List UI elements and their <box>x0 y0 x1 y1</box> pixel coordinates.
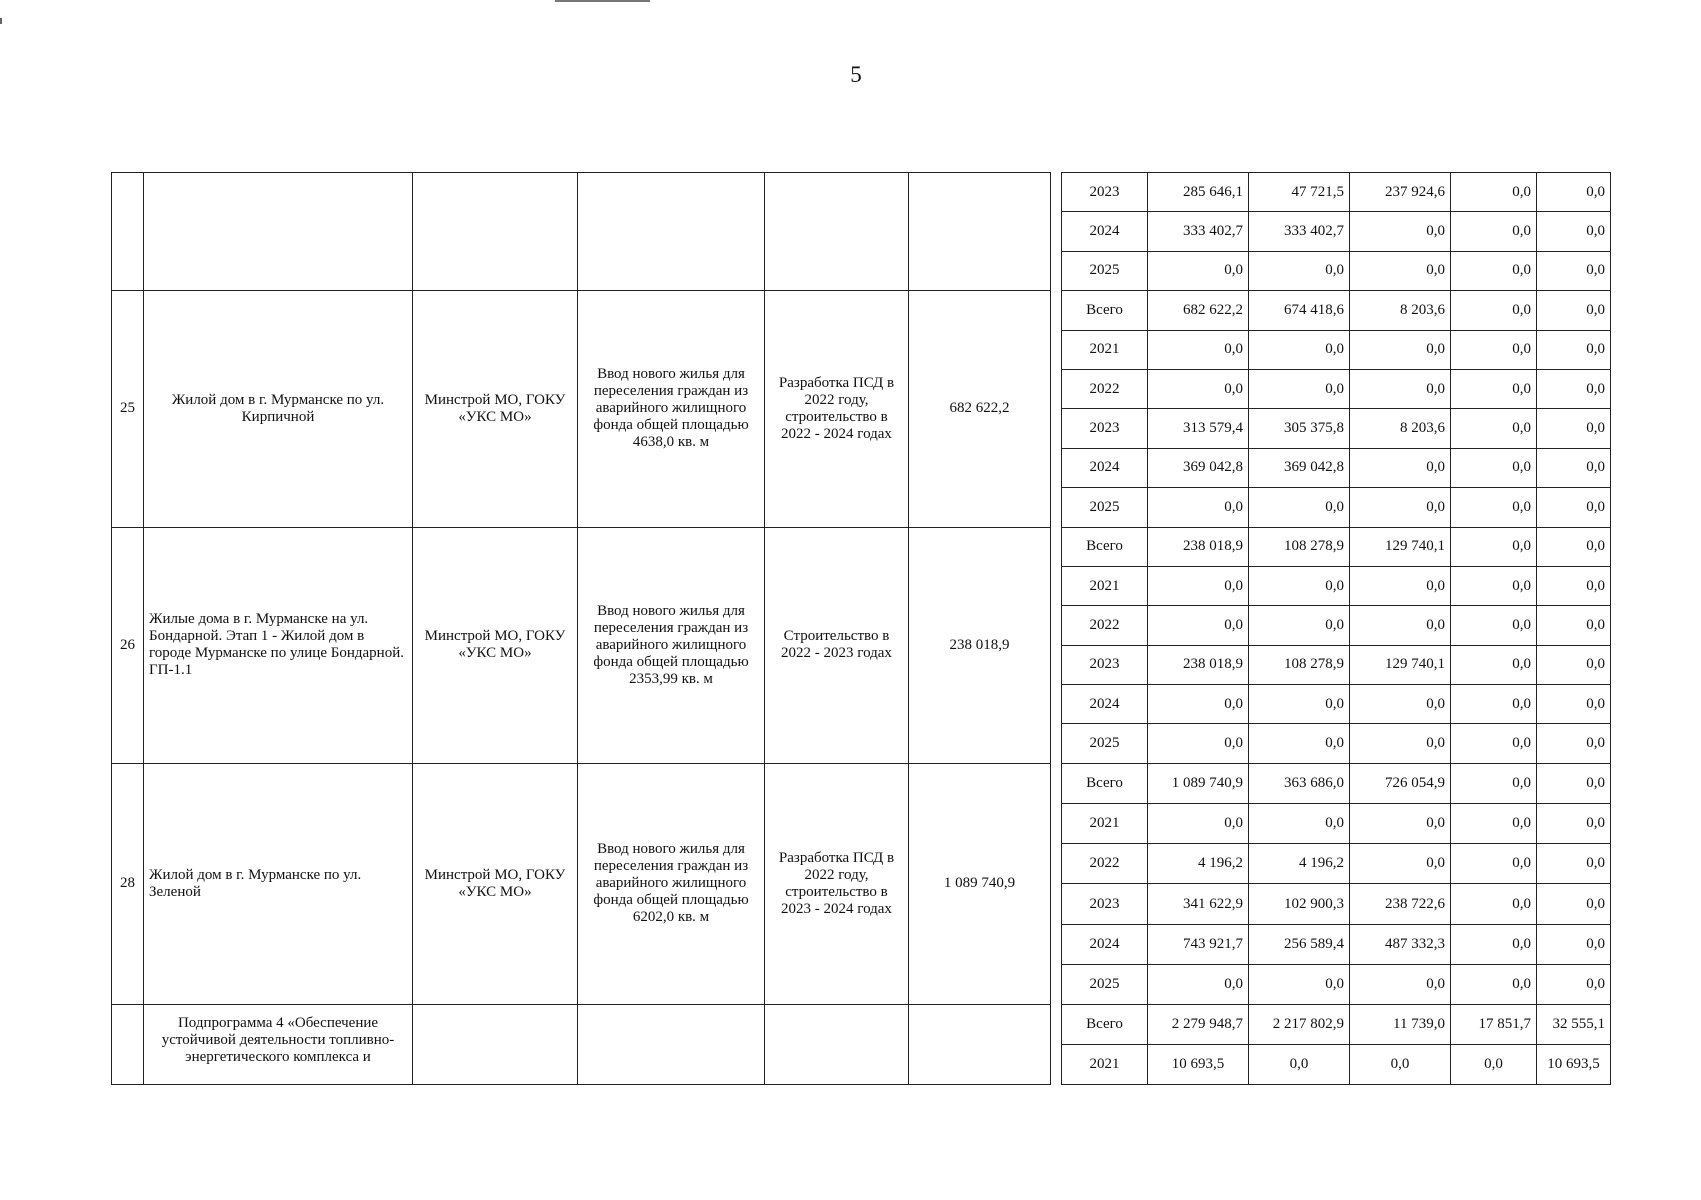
cell-executor: Минстрой МО, ГОКУ «УКС МО» <box>413 763 578 1004</box>
cell-year: 2025 <box>1062 964 1148 1004</box>
cell-term: Разработка ПСД в 2022 году, строительство в 2022 - 2024 годах <box>765 291 909 527</box>
column-gap <box>1051 173 1062 291</box>
cell-source-4: 0,0 <box>1537 527 1611 566</box>
cell-source-3: 0,0 <box>1451 1045 1537 1085</box>
cell-total: 238 018,9 <box>1148 645 1249 684</box>
cell-source-4: 0,0 <box>1537 884 1611 924</box>
cell-year: 2022 <box>1062 606 1148 645</box>
cell-year: 2024 <box>1062 924 1148 964</box>
cell-index: 28 <box>112 763 144 1004</box>
cell-source-3: 0,0 <box>1451 369 1537 408</box>
cell-source-3: 0,0 <box>1451 964 1537 1004</box>
cell-source-4: 0,0 <box>1537 251 1611 290</box>
cell-source-3: 0,0 <box>1451 884 1537 924</box>
table-row <box>112 1004 1611 1044</box>
cell-source-2: 0,0 <box>1350 844 1451 884</box>
cell-source-1: 47 721,5 <box>1249 173 1350 212</box>
cell-source-4: 10 693,5 <box>1537 1045 1611 1085</box>
cell-source-1: 102 900,3 <box>1249 884 1350 924</box>
cell-year: 2025 <box>1062 488 1148 527</box>
cell-source-1: 256 589,4 <box>1249 924 1350 964</box>
cell-source-4: 0,0 <box>1537 924 1611 964</box>
cell-cost: 1 089 740,9 <box>909 763 1051 1004</box>
cell-source-4: 0,0 <box>1537 804 1611 844</box>
cell-source-2: 0,0 <box>1350 566 1451 605</box>
cell-year: 2022 <box>1062 844 1148 884</box>
column-gap <box>1051 527 1062 763</box>
cell-source-2: 0,0 <box>1350 606 1451 645</box>
table-row <box>112 763 1611 803</box>
cell-source-1: 108 278,9 <box>1249 527 1350 566</box>
cell-source-1: 369 042,8 <box>1249 448 1350 487</box>
cell-source-2: 0,0 <box>1350 724 1451 763</box>
cell-total: 0,0 <box>1148 685 1249 724</box>
cell-cost-empty <box>909 173 1051 291</box>
cell-total: 0,0 <box>1148 488 1249 527</box>
cell-source-3: 0,0 <box>1451 804 1537 844</box>
cell-year: 2023 <box>1062 884 1148 924</box>
page-number: 5 <box>850 62 862 87</box>
cell-index: 25 <box>112 291 144 527</box>
cell-source-3: 0,0 <box>1451 488 1537 527</box>
column-gap <box>1051 1004 1062 1084</box>
cell-total: 10 693,5 <box>1148 1045 1249 1085</box>
cell-source-1: 305 375,8 <box>1249 409 1350 448</box>
budget-table <box>111 172 1611 1085</box>
cell-source-2: 0,0 <box>1350 448 1451 487</box>
cell-source-3: 0,0 <box>1451 448 1537 487</box>
cell-year: 2024 <box>1062 448 1148 487</box>
cell-executor-empty <box>413 1004 578 1084</box>
cell-source-2: 0,0 <box>1350 488 1451 527</box>
cell-year: 2024 <box>1062 212 1148 251</box>
cell-executor: Минстрой МО, ГОКУ «УКС МО» <box>413 291 578 527</box>
cell-source-3: 0,0 <box>1451 924 1537 964</box>
cell-term-empty <box>765 1004 909 1084</box>
cell-total: 2 279 948,7 <box>1148 1004 1249 1044</box>
cell-object-name: Жилые дома в г. Мурманске на ул. Бондарной. Этап 1 - Жилой дом в городе Мурманске по улице Бондарной. ГП-1.1 <box>144 527 413 763</box>
cell-source-3: 0,0 <box>1451 566 1537 605</box>
cell-source-2: 8 203,6 <box>1350 409 1451 448</box>
cell-source-1: 0,0 <box>1249 330 1350 369</box>
cell-source-2: 0,0 <box>1350 804 1451 844</box>
cell-year: 2021 <box>1062 804 1148 844</box>
cell-source-4: 0,0 <box>1537 330 1611 369</box>
cell-total: 4 196,2 <box>1148 844 1249 884</box>
cell-source-4: 0,0 <box>1537 566 1611 605</box>
cell-source-2: 0,0 <box>1350 369 1451 408</box>
cell-source-4: 0,0 <box>1537 212 1611 251</box>
scan-artifact-line <box>555 0 650 2</box>
cell-year: 2025 <box>1062 251 1148 290</box>
cell-source-1: 0,0 <box>1249 606 1350 645</box>
cell-source-2: 11 739,0 <box>1350 1004 1451 1044</box>
cell-year: Всего <box>1062 763 1148 803</box>
cell-year: 2021 <box>1062 566 1148 605</box>
cell-source-4: 0,0 <box>1537 173 1611 212</box>
cell-source-4: 0,0 <box>1537 685 1611 724</box>
cell-year: 2022 <box>1062 369 1148 408</box>
cell-source-2: 0,0 <box>1350 251 1451 290</box>
cell-term: Разработка ПСД в 2022 году, строительство в 2023 - 2024 годах <box>765 763 909 1004</box>
cell-source-1: 0,0 <box>1249 1045 1350 1085</box>
cell-total: 0,0 <box>1148 566 1249 605</box>
scan-artifact-dot <box>0 18 2 24</box>
table-row <box>112 291 1611 330</box>
cell-total: 743 921,7 <box>1148 924 1249 964</box>
cell-source-4: 0,0 <box>1537 763 1611 803</box>
cell-year: 2024 <box>1062 685 1148 724</box>
cell-source-2: 487 332,3 <box>1350 924 1451 964</box>
cell-subprogram-name: Подпрограмма 4 «Обеспечение устойчивой деятельности топливно-энергетического комплекса и <box>144 1004 413 1084</box>
cell-object-name: Жилой дом в г. Мурманске по ул. Кирпичной <box>144 291 413 527</box>
cell-total: 369 042,8 <box>1148 448 1249 487</box>
cell-source-1: 0,0 <box>1249 804 1350 844</box>
cell-total: 682 622,2 <box>1148 291 1249 330</box>
cell-source-1: 0,0 <box>1249 724 1350 763</box>
cell-year: Всего <box>1062 1004 1148 1044</box>
cell-source-4: 0,0 <box>1537 448 1611 487</box>
cell-source-1: 0,0 <box>1249 964 1350 1004</box>
cell-source-2: 0,0 <box>1350 330 1451 369</box>
cell-source-1: 674 418,6 <box>1249 291 1350 330</box>
cell-cost: 238 018,9 <box>909 527 1051 763</box>
cell-total: 333 402,7 <box>1148 212 1249 251</box>
cell-source-2: 8 203,6 <box>1350 291 1451 330</box>
cell-term: Строительство в 2022 - 2023 годах <box>765 527 909 763</box>
cell-source-3: 0,0 <box>1451 685 1537 724</box>
cell-source-3: 0,0 <box>1451 409 1537 448</box>
cell-source-2: 129 740,1 <box>1350 645 1451 684</box>
cell-source-1: 0,0 <box>1249 566 1350 605</box>
cell-total: 0,0 <box>1148 964 1249 1004</box>
cell-year: 2021 <box>1062 330 1148 369</box>
cell-source-4: 0,0 <box>1537 291 1611 330</box>
cell-source-2: 0,0 <box>1350 212 1451 251</box>
cell-total: 0,0 <box>1148 606 1249 645</box>
table-row <box>112 527 1611 566</box>
column-gap <box>1051 763 1062 1004</box>
cell-source-1: 333 402,7 <box>1249 212 1350 251</box>
cell-source-1: 363 686,0 <box>1249 763 1350 803</box>
cell-total: 0,0 <box>1148 369 1249 408</box>
cell-source-2: 0,0 <box>1350 685 1451 724</box>
cell-source-4: 32 555,1 <box>1537 1004 1611 1044</box>
cell-total: 0,0 <box>1148 330 1249 369</box>
cell-year: Всего <box>1062 527 1148 566</box>
cell-source-4: 0,0 <box>1537 409 1611 448</box>
cell-source-4: 0,0 <box>1537 488 1611 527</box>
cell-total: 341 622,9 <box>1148 884 1249 924</box>
cell-total: 1 089 740,9 <box>1148 763 1249 803</box>
cell-source-3: 0,0 <box>1451 844 1537 884</box>
cell-total: 238 018,9 <box>1148 527 1249 566</box>
table-row <box>112 173 1611 212</box>
cell-source-2: 0,0 <box>1350 1045 1451 1085</box>
table-body <box>112 173 1611 1085</box>
cell-source-2: 726 054,9 <box>1350 763 1451 803</box>
cell-cost-empty <box>909 1004 1051 1084</box>
column-gap <box>1051 291 1062 527</box>
cell-source-2: 237 924,6 <box>1350 173 1451 212</box>
cell-source-4: 0,0 <box>1537 964 1611 1004</box>
cell-source-4: 0,0 <box>1537 606 1611 645</box>
cell-year: 2023 <box>1062 173 1148 212</box>
cell-source-1: 0,0 <box>1249 251 1350 290</box>
cell-year: 2023 <box>1062 645 1148 684</box>
cell-source-1: 2 217 802,9 <box>1249 1004 1350 1044</box>
cell-source-1: 108 278,9 <box>1249 645 1350 684</box>
cell-executor-empty <box>413 173 578 291</box>
cell-source-3: 0,0 <box>1451 251 1537 290</box>
cell-source-4: 0,0 <box>1537 369 1611 408</box>
cell-source-3: 0,0 <box>1451 606 1537 645</box>
cell-total: 0,0 <box>1148 251 1249 290</box>
cell-source-3: 0,0 <box>1451 173 1537 212</box>
cell-source-3: 17 851,7 <box>1451 1004 1537 1044</box>
cell-source-1: 4 196,2 <box>1249 844 1350 884</box>
cell-object-name: Жилой дом в г. Мурманске по ул. Зеленой <box>144 763 413 1004</box>
cell-index-empty <box>112 1004 144 1084</box>
cell-total: 0,0 <box>1148 804 1249 844</box>
cell-year: 2025 <box>1062 724 1148 763</box>
cell-total: 313 579,4 <box>1148 409 1249 448</box>
cell-cost: 682 622,2 <box>909 291 1051 527</box>
cell-result-empty <box>578 173 765 291</box>
cell-source-2: 0,0 <box>1350 964 1451 1004</box>
cell-index: 26 <box>112 527 144 763</box>
cell-result-empty <box>578 1004 765 1084</box>
cell-source-3: 0,0 <box>1451 724 1537 763</box>
cell-year: Всего <box>1062 291 1148 330</box>
cell-source-3: 0,0 <box>1451 212 1537 251</box>
cell-source-1: 0,0 <box>1249 369 1350 408</box>
cell-source-1: 0,0 <box>1249 488 1350 527</box>
cell-result: Ввод нового жилья для переселения граждан из аварийного жилищного фонда общей площадью 6202,0 кв. м <box>578 763 765 1004</box>
cell-source-3: 0,0 <box>1451 291 1537 330</box>
cell-source-3: 0,0 <box>1451 763 1537 803</box>
cell-total: 285 646,1 <box>1148 173 1249 212</box>
cell-source-3: 0,0 <box>1451 527 1537 566</box>
cell-source-4: 0,0 <box>1537 645 1611 684</box>
cell-executor: Минстрой МО, ГОКУ «УКС МО» <box>413 527 578 763</box>
cell-source-4: 0,0 <box>1537 844 1611 884</box>
cell-source-2: 238 722,6 <box>1350 884 1451 924</box>
cell-term-empty <box>765 173 909 291</box>
cell-result: Ввод нового жилья для переселения граждан из аварийного жилищного фонда общей площадью 4638,0 кв. м <box>578 291 765 527</box>
cell-source-3: 0,0 <box>1451 645 1537 684</box>
cell-source-2: 129 740,1 <box>1350 527 1451 566</box>
cell-source-3: 0,0 <box>1451 330 1537 369</box>
cell-total: 0,0 <box>1148 724 1249 763</box>
cell-source-1: 0,0 <box>1249 685 1350 724</box>
cell-index-empty <box>112 173 144 291</box>
cell-source-4: 0,0 <box>1537 724 1611 763</box>
cell-name-empty <box>144 173 413 291</box>
cell-year: 2021 <box>1062 1045 1148 1085</box>
cell-result: Ввод нового жилья для переселения граждан из аварийного жилищного фонда общей площадью 2353,99 кв. м <box>578 527 765 763</box>
cell-year: 2023 <box>1062 409 1148 448</box>
